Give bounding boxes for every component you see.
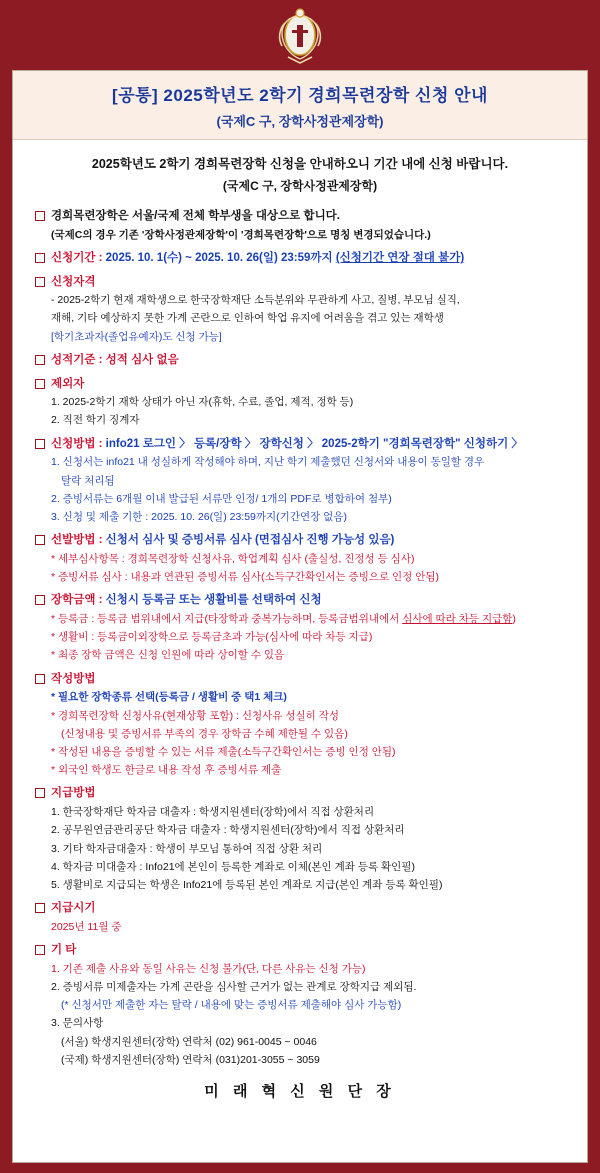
heading-part: 신청방법 : [51,437,106,450]
section-heading [35,376,565,393]
heading-part: 지급시기 [51,902,96,915]
section-line: 3. 문의사항 [51,1017,104,1030]
bullet-square-icon [35,788,45,798]
section-line: 1. 2025-2학기 재학 상태가 아닌 자(휴학, 수료, 졸업, 제적, 정학 등) [51,396,354,409]
section-heading-text [51,592,322,609]
heading-part: 제외자 [51,377,85,390]
section-heading-text [51,208,340,225]
university-crest-icon [273,5,327,65]
section-heading [35,250,565,267]
section-line: 1. 한국장학재단 학자금 대출자 : 학생지원센터(장학)에서 직접 상환처리 [51,806,375,819]
section-line: (국제) 학생지원센터(장학) 연락처 (031)201-3055 ~ 3059 [61,1053,320,1066]
emphasis-underline: 심사에 따라 차등 지급함 [402,613,513,625]
section-line: * 최종 장학 금액은 신청 인원에 따라 상이할 수 있음 [51,649,285,662]
bullet-square-icon [35,595,45,605]
heading-part: 장학금액 : [51,594,106,607]
section-line: - 2025-2학기 현재 재학생으로 한국장학재단 소득분위와 무관하게 사고, 질병, 부모님 실직, [51,294,460,307]
bullet-square-icon [35,355,45,365]
section-heading [35,942,565,959]
page-subtitle: (국제C 구, 장학사정관제장학) [216,114,384,129]
section-heading-text [51,671,95,688]
heading-part: 신청기간 : [51,251,106,264]
section-heading-text [51,942,76,959]
section-heading-text [51,436,523,453]
section-line: 2. 직전 학기 징계자 [51,414,140,427]
heading-part: 신청서 심사 및 증빙서류 심사 (면접심사 진행 가능성 있음) [105,534,395,547]
section-heading [35,208,565,225]
section-grade [35,352,565,369]
intro-block [13,140,587,198]
section-line: * 필요한 장학종류 선택(등록금 / 생활비 중 택1 체크) [51,691,287,704]
section-heading-text [51,900,95,917]
section-payment [35,785,565,893]
section-heading [35,436,565,453]
section-writing [35,671,565,779]
title-box [13,71,587,140]
bullet-square-icon [35,439,45,449]
section-line: 2025년 11월 중 [51,920,122,933]
section-heading [35,900,565,917]
section-heading-text [51,250,464,267]
section-heading [35,671,565,688]
intro-line-1: 2025학년도 2학기 경희목련장학 신청을 안내하오니 기간 내에 신청 바랍니다. [91,157,509,171]
section-line: * 작성된 내용을 증빙할 수 있는 서류 제출(소득구간확인서는 증빙 인정 안됨) [51,745,396,758]
intro-line-2: (국제C 구, 장학사정관제장학) [222,179,378,193]
section-line: * 증빙서류 심사 : 내용과 연관된 증빙서류 심사(소득구간확인서는 증빙으로 인정 안됨) [51,571,440,584]
section-line: 2. 공무원연금관리공단 학자금 대출자 : 학생지원센터(장학)에서 직접 상환처리 [51,824,405,837]
section-schedule [35,900,565,935]
section-line: * 경희목련장학 신청사유(현재상황 포함) : 신청사유 성실히 작성 [51,709,339,722]
section-line: [학기초과자(졸업유예자)도 신청 가능] [51,330,222,343]
section-line: * 생활비 : 등록금이외장학으로 등록금초과 가능(심사에 따라 차등 지급) [51,631,373,644]
bullet-square-icon [35,277,45,287]
heading-part: (신청기간 연장 절대 불가) [335,251,465,264]
section-line: 3. 신청 및 제출 기한 : 2025. 10. 26(일) 23:59까지(기간연장 없음) [51,511,347,523]
section-line: * 세부심사항목 : 경희목련장학 신청사유, 학업계획 심사 (출실성, 진정성 등 심사) [51,552,415,565]
section-line: 2. 증빙서류는 6개월 이내 발급된 서류만 인정/ 1개의 PDF로 병합하여 첨부) [51,492,392,505]
heading-part: 선발방법 : [51,534,106,547]
heading-part: 작성방법 [51,672,96,685]
section-line: 1. 기존 제출 사유와 동일 사유는 신청 불가(단, 다른 사유는 신청 가능) [51,962,366,975]
section-line: 탈락 처리됨 [61,474,115,487]
page-title: [공통] 2025학년도 2학기 경희목련장학 신청 안내 [112,86,488,105]
section-heading [35,592,565,609]
notice-sheet [12,70,588,1163]
section-line: (* 신청서만 제출한 자는 탈락 / 내용에 맞는 증빙서류 제출해야 심사 가능함) [61,999,402,1012]
notice-body [13,198,587,1068]
bullet-square-icon [35,903,45,913]
bullet-square-icon [35,535,45,545]
heading-part: 신청자격 [51,275,96,288]
heading-part: 2025. 10. 1(수) ~ 2025. 10. 26(일) 23:59까지 [105,251,336,264]
section-line: * 외국인 학생도 한글로 내용 작성 후 증빙서류 제출 [51,764,282,777]
section-heading [35,785,565,802]
section-heading-text [51,376,84,393]
heading-part: info21 로그인 〉 등록/장학 〉 장학신청 〉 2025-2학기 "경희목련장학" 신청하기 〉 [105,437,523,450]
bullet-square-icon [35,379,45,389]
section-heading-text [51,532,394,549]
section-target [35,208,565,243]
section-heading-text [51,274,95,291]
issuer-signature: 미 래 혁 신 원 단 장 [204,1083,396,1101]
section-exclusion [35,376,565,429]
section-line: 5. 생활비로 지급되는 학생은 Info21에 등록된 본인 계좌로 지급(본인 계좌 등록 확인필) [51,878,443,891]
bullet-square-icon [35,674,45,684]
section-line: 3. 기타 학자금대출자 : 학생이 부모님 통하여 직접 상환 처리 [51,842,323,855]
section-line: 2. 증빙서류 미제출자는 가계 곤란을 심사할 근거가 없는 관계로 장학지급 제외됨. [51,980,417,993]
section-heading-text [51,352,179,369]
section-line: (신청내용 및 증빙서류 부족의 경우 장학금 수혜 제한될 수 있음) [61,727,348,740]
section-amount [35,592,565,663]
section-line: 4. 학자금 미대출자 : Info21에 본인이 등록한 계좌로 이체(본인 계좌 등록 확인필) [51,860,415,873]
section-line: (서울) 학생지원센터(장학) 연락처 (02) 961-0045 ~ 0046 [61,1035,317,1048]
section-qualification [35,274,565,345]
bullet-square-icon [35,945,45,955]
section-etc [35,942,565,1068]
section-line: (국제C의 경우 기존 '장학사정관제장학'이 '경희목련장학'으로 명칭 변경되었습니다.) [51,228,431,241]
heading-part: 기 타 [51,944,77,957]
section-line: * 등록금 : 등록금 범위내에서 지급(타장학과 중복가능하며, 등록금범위내에서 심사에 따라 차등 지급함) [51,613,516,625]
section-period [35,250,565,267]
heading-part: 경희목련장학은 서울/국제 전체 학부생을 대상으로 합니다. [51,210,340,222]
heading-part: 지급방법 [51,787,96,800]
section-heading-text [51,785,95,802]
heading-part: 성적기준 : 성적 심사 없음 [51,353,179,366]
section-heading [35,352,565,369]
bullet-square-icon [35,253,45,263]
section-heading [35,274,565,291]
section-line: 재해, 기타 예상하지 못한 가계 곤란으로 인하여 학업 유지에 어려움을 겪고 있는 재학생 [51,312,444,325]
bullet-square-icon [35,211,45,221]
section-heading [35,532,565,549]
section-selection [35,532,565,585]
section-line: 1. 신청서는 info21 내 성실하게 작성해야 하며, 지난 학기 제출했던 신청서와 내용이 동일할 경우 [51,456,485,469]
crest-area [0,0,600,70]
section-howto [35,436,565,526]
heading-part: 신청시 등록금 또는 생활비를 선택하여 신청 [105,594,322,607]
